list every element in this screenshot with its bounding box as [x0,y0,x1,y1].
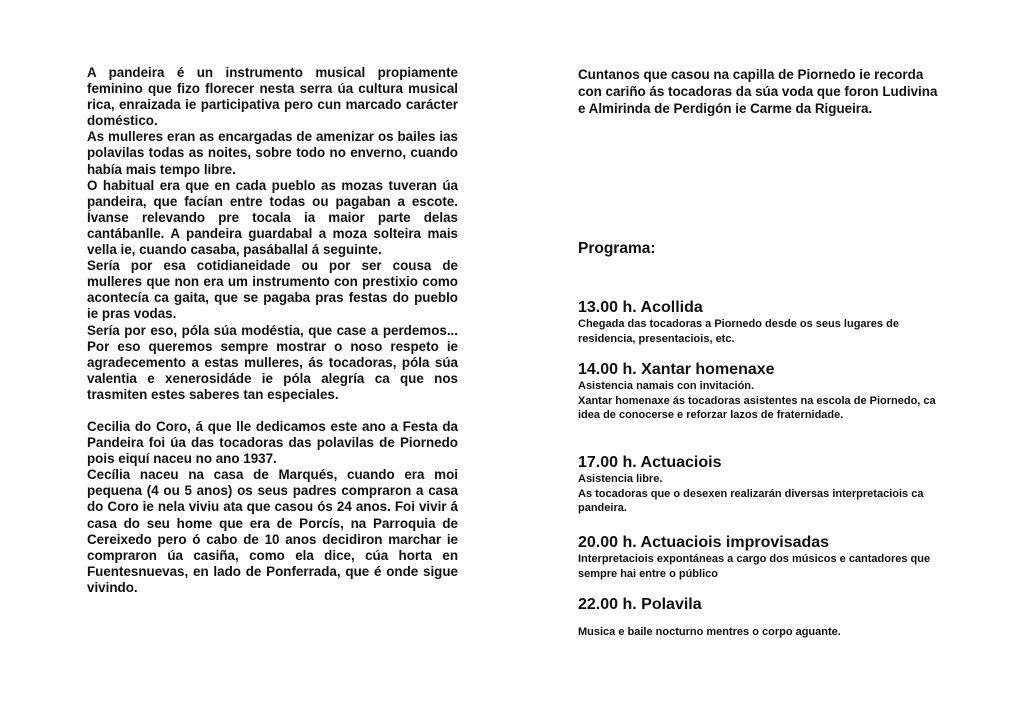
event-description: Chegada das tocadoras a Piornedo desde os seus lugares de residencia, presentaciois, etc. [578,318,899,345]
event-title: 20.00 h. Actuaciois improvisadas [578,534,830,551]
event-description: Asistencia namais con invitación. [578,380,755,392]
wedding-paragraph: Cuntanos que casou na capilla de Piornedo ie recorda con cariño ás tocadoras da súa voda que foron Ludivina e Almirinda de Perdigón ie Carme da Rigueira. [578,67,938,116]
right-column [578,67,942,638]
paragraph-modestia: Sería por eso, póla súa modéstia, que case a perdemos... Por eso queremos sempre mostrar o noso respeto ie agradecemento a estas mulleres, ás tocadoras, póla súa valentia e xenerosidáde ie póla alegría ca que nos trasmiten estes saberes tan especiales. [87,322,458,402]
paragraph-cotidianeidade: Sería por esa cotidianeidade ou por ser cousa de mulleres que non era um instrumento con prestixio como acontecía ca gaita, que se pagaba pras festas do pueblo ie pras vodas. [87,258,458,322]
programa-heading: Programa: [578,240,656,257]
event-title: 14.00 h. Xantar homenaxe [578,361,775,378]
event-xantar-homenaxe [578,360,942,423]
event-actuaciois [578,453,942,516]
event-title: 13.00 h. Acollida [578,299,703,316]
event-title: 22.00 h. Polavila [578,596,702,613]
paragraph-pandeira-intro: A pandeira é un instrumento musical propiamente feminino que fizo florecer nesta serra úa cultura musical rica, enraizada ie participativa pero cun marcado carácter doméstico. [87,65,458,129]
event-description: Xantar homenaxe ás tocadoras asistentes na escola de Piornedo, ca idea de conocerse e reforzar lazos de fraternidade. [578,394,936,422]
event-acollida [578,298,942,346]
event-description: Interpretaciois expontáneas a cargo dos músicos e cantadores que sempre hai entre o público [578,553,931,580]
event-actuaciois-improvisadas [578,533,942,581]
paragraph-cecilia-dedication: Cecilia do Coro, á que lle dedicamos este ano a Festa da Pandeira foi úa das tocadoras das polavilas de Piornedo pois eiquí naceu no ano 1937. [87,418,458,467]
event-description: Musica e baile nocturno mentres o corpo aguante. [578,626,841,638]
event-description: As tocadoras que o desexen realizarán diversas interpretaciois ca pandeira. [578,487,924,515]
event-polavila [578,595,942,640]
event-description: Asistencia libre. [578,473,663,485]
paragraph-mulleres: As mulleres eran as encargadas de amenizar os bailes ias polavilas todas as noites, sobre todo no enverno, cuando había mais tempo libre. [87,129,458,177]
paragraph-cecilia-biography: Cecília naceu na casa de Marqués, cuando era moi pequena (4 ou 5 anos) os seus padres compraron a casa do Coro ie nela viviu ata que casou ós 24 anos. Foi vivir á casa do seu home que era de Porcís, na Parroquia de Cereixedo pero ó cabo de 10 anos decidiron marchar ie compraron úa casiña, como ela dice, cúa horta en Fuentesnuevas, en lado de Ponferrada, que é onde sigue vivindo. [87,467,458,595]
left-column [87,65,458,596]
event-title: 17.00 h. Actuaciois [578,454,722,471]
paragraph-habitual: O habitual era que en cada pueblo as mozas tuveran úa pandeira, que facían entre todas ou pagaban a escote. Ívanse relevando pre tocala ia maior parte delas cantábanlle. A pandeira guardabal a moza solteira mais vella ie, cuando casaba, pasáballal á seguinte. [87,177,458,258]
